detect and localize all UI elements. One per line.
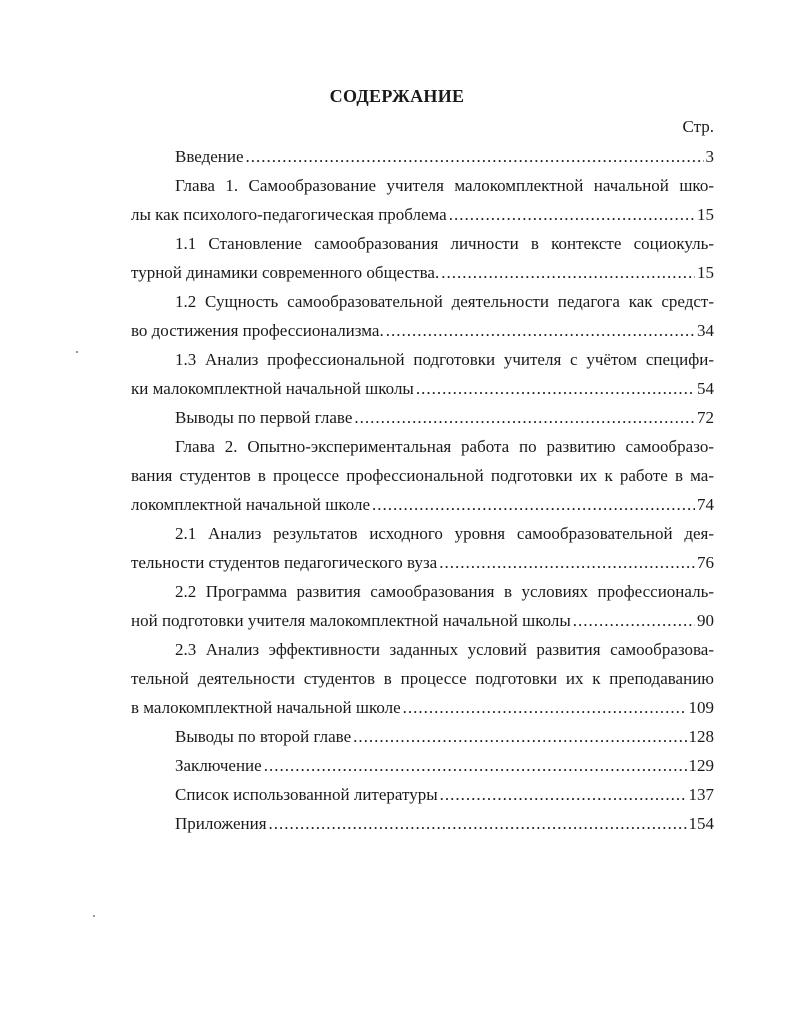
toc-entry-last-line (131, 606, 714, 635)
toc-page-number: 15 (697, 205, 714, 224)
toc-page-number: 90 (697, 611, 714, 630)
toc-page-number: 109 (688, 698, 714, 717)
toc-entry-last-line (131, 809, 714, 838)
toc-dot-leader (440, 780, 687, 809)
toc-entry-text-line: 2.2 Программа развития самообразования в условиях профессиональ- (175, 582, 714, 601)
toc-page-number: 72 (697, 408, 714, 427)
toc-entry-text: локомплектной начальной школе (131, 495, 371, 514)
toc-entry (131, 142, 714, 171)
page-title: СОДЕРЖАНИЕ (329, 86, 465, 106)
toc-page-number: 137 (688, 785, 714, 804)
toc-page-number: 54 (697, 379, 714, 398)
toc-entry-last-line (131, 403, 714, 432)
toc-entry-text-line: 2.1 Анализ результатов исходного уровня самообразовательной дея- (175, 524, 714, 543)
toc-entry-text-line: тельной деятельности студентов в процессе подготовки их к преподаванию (131, 669, 714, 688)
toc-page-number: 129 (688, 756, 714, 775)
toc-entry (131, 171, 714, 229)
toc-page-number: 128 (688, 727, 714, 746)
toc-dot-leader (246, 142, 704, 171)
toc-entry (131, 780, 714, 809)
toc-entry (131, 809, 714, 838)
toc-entry-last-line (131, 200, 714, 229)
toc-dot-leader (449, 200, 695, 229)
toc-entry-last-line (131, 548, 714, 577)
toc-entry-last-line (131, 142, 714, 171)
toc-page-number: 154 (688, 814, 714, 833)
toc-dot-leader (372, 490, 695, 519)
toc-entry (131, 432, 714, 519)
toc-entry-text: Приложения (175, 814, 267, 833)
toc-entry-text-line: вания студентов в процессе профессиональной подготовки их к работе в ма- (131, 466, 714, 485)
toc-entry-last-line (131, 316, 714, 345)
toc-entry-text-line: 1.1 Становление самообразования личности в контексте социокуль- (175, 234, 714, 253)
toc-entry-last-line (131, 693, 714, 722)
toc-page-number: 76 (697, 553, 714, 572)
toc-entry-text: Введение (175, 147, 244, 166)
toc-entry (131, 229, 714, 287)
scan-speck (76, 351, 78, 353)
toc-entry-text: Выводы по первой главе (175, 408, 353, 427)
toc-entry-text: турной динамики современного общества. (131, 263, 440, 282)
toc-entry-text: тельности студентов педагогического вуза (131, 553, 438, 572)
toc-entry (131, 722, 714, 751)
toc-dot-leader (386, 316, 695, 345)
toc-page-number: 15 (697, 263, 714, 282)
table-of-contents (131, 142, 714, 838)
toc-entry-text: ной подготовки учителя малокомплектной начальной школы (131, 611, 571, 630)
toc-entry-last-line (131, 258, 714, 287)
toc-entry (131, 635, 714, 722)
toc-entry-text: в малокомплектной начальной школе (131, 698, 401, 717)
toc-dot-leader (269, 809, 687, 838)
page-column-label: Стр. (682, 117, 714, 136)
toc-dot-leader (264, 751, 687, 780)
toc-entry-text: Список использованной литературы (175, 785, 438, 804)
scan-speck (93, 915, 95, 917)
toc-entry-text: Заключение (175, 756, 262, 775)
toc-entry (131, 751, 714, 780)
toc-entry-text: Выводы по второй главе (175, 727, 352, 746)
toc-entry-last-line (131, 490, 714, 519)
toc-page-number: 74 (697, 495, 714, 514)
toc-entry (131, 345, 714, 403)
toc-dot-leader (354, 403, 695, 432)
toc-entry-last-line (131, 751, 714, 780)
toc-entry (131, 519, 714, 577)
toc-entry-last-line (131, 722, 714, 751)
toc-dot-leader (573, 606, 695, 635)
toc-entry (131, 287, 714, 345)
toc-entry-text-line: 1.2 Сущность самообразовательной деятельности педагога как средст- (175, 292, 714, 311)
toc-dot-leader (353, 722, 686, 751)
toc-page-number: 3 (705, 147, 714, 166)
toc-entry (131, 403, 714, 432)
toc-dot-leader (441, 258, 695, 287)
toc-entry-text: во достижения профессионализма. (131, 321, 384, 340)
toc-entry-text-line: Глава 2. Опытно-экспериментальная работа по развитию самообразо- (175, 437, 714, 456)
toc-dot-leader (403, 693, 687, 722)
toc-entry-text-line: 1.3 Анализ профессиональной подготовки учителя с учётом специфи- (175, 350, 714, 369)
toc-entry (131, 577, 714, 635)
toc-entry-text: лы как психолого-педагогическая проблема (131, 205, 447, 224)
toc-dot-leader (416, 374, 695, 403)
toc-entry-last-line (131, 780, 714, 809)
toc-entry-text-line: Глава 1. Самообразование учителя малокомплектной начальной шко- (175, 176, 714, 195)
toc-page-number: 34 (697, 321, 714, 340)
toc-entry-last-line (131, 374, 714, 403)
toc-entry-text-line: 2.3 Анализ эффективности заданных условий развития самообразова- (175, 640, 714, 659)
toc-dot-leader (439, 548, 695, 577)
toc-entry-text: ки малокомплектной начальной школы (131, 379, 414, 398)
